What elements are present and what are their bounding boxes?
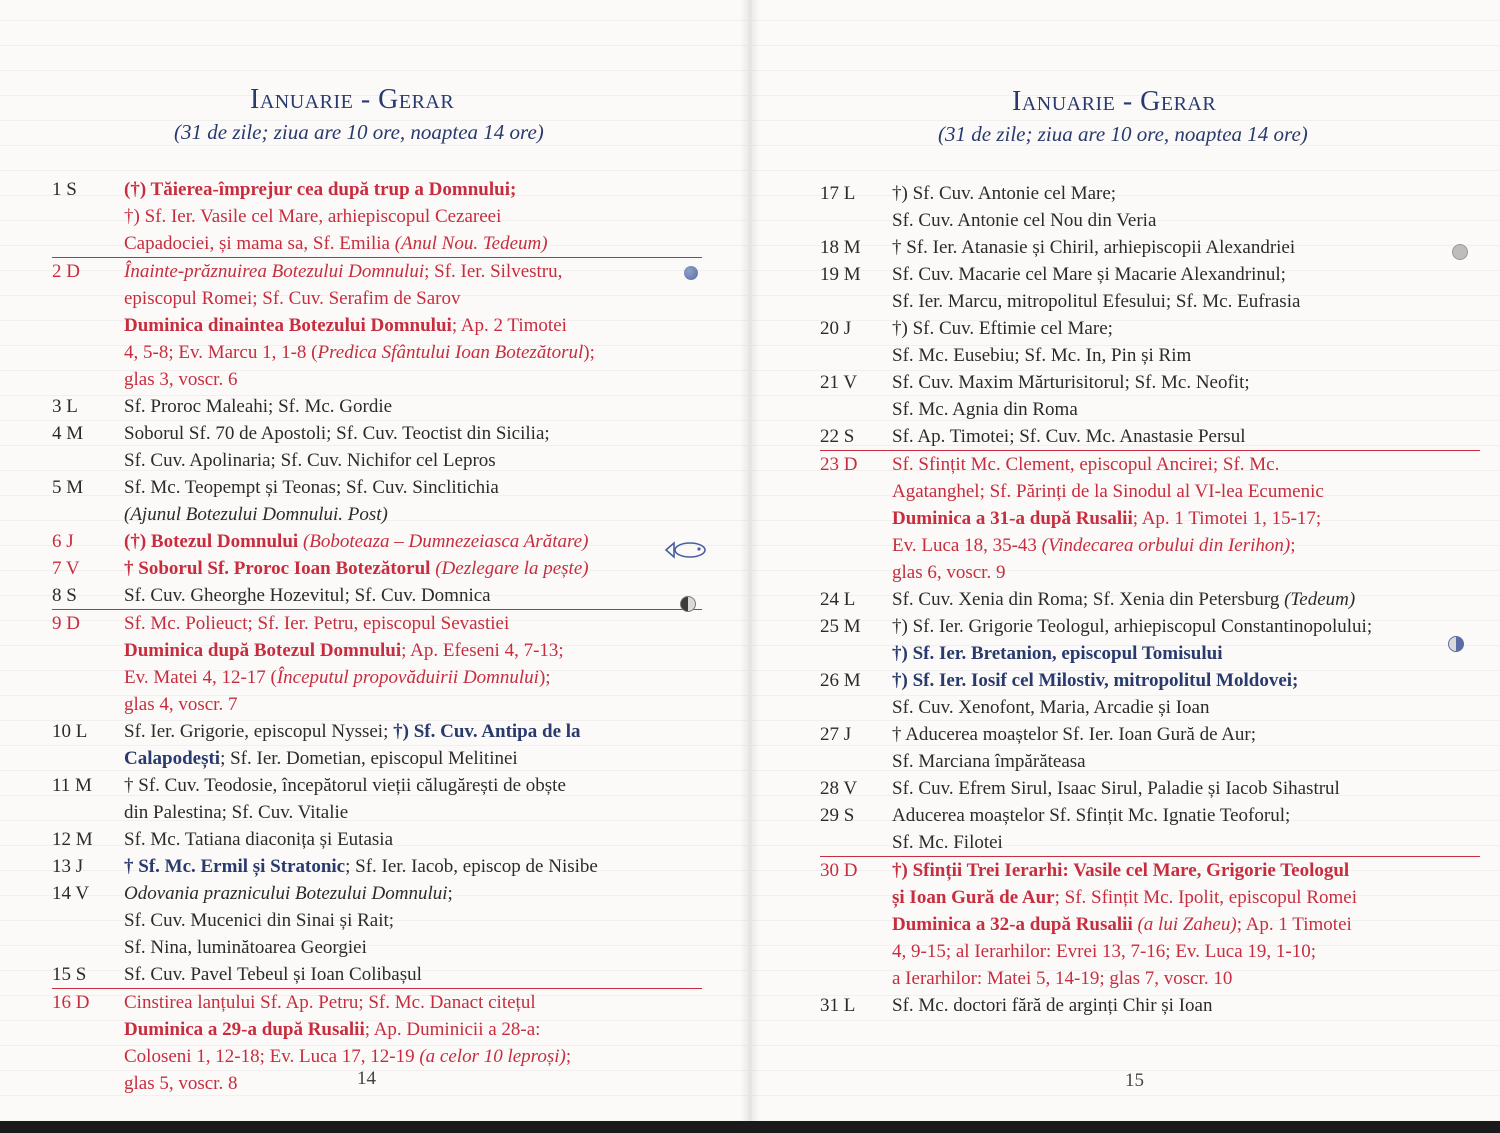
feast-name: Duminica dinaintea Botezului Domnului: [124, 315, 452, 336]
saint-text: Sf. Cuv. Antonie cel Nou din Veria: [892, 210, 1157, 231]
feast-note: Predica Sfântului Ioan Botezătorul: [317, 342, 584, 363]
saint-text: glas 6, voscr. 9: [892, 562, 1006, 583]
sunday-entry: [52, 609, 702, 718]
entry-line: [124, 501, 702, 528]
entry-line: [892, 315, 1480, 342]
entry-line: [124, 989, 702, 1016]
feast-note: Odovania praznicului Botezului Domnului: [124, 883, 448, 904]
day-label: 11 M: [52, 775, 92, 796]
fish-icon: [664, 540, 710, 560]
calendar-entries: [820, 180, 1480, 1019]
day-entry: [52, 582, 702, 609]
entry-line: [124, 555, 702, 582]
moon-phase-icon: [684, 266, 698, 280]
entry-line: [124, 610, 702, 637]
calendar-entries: [52, 176, 702, 1097]
entry-line: [124, 1070, 702, 1097]
entry-line: [124, 880, 702, 907]
month-subtitle: (31 de zile; ziua are 10 ore, noaptea 14 ore): [174, 120, 544, 144]
entry-line: [124, 826, 702, 853]
entry-line: [892, 694, 1480, 721]
day-label: 1 S: [52, 179, 77, 200]
saint-text: din Palestina; Sf. Cuv. Vitalie: [124, 802, 349, 823]
entry-line: [124, 853, 702, 880]
saint-text: Sf. Cuv. Maxim Mărturisitorul; Sf. Mc. Neofit;: [892, 372, 1250, 393]
entry-line: [124, 474, 702, 501]
feast-name: Duminica a 29-a după Rusalii: [124, 1019, 365, 1040]
entry-line: [892, 721, 1480, 748]
sunday-entry: [820, 856, 1480, 992]
day-entry: [820, 315, 1480, 369]
entry-line: [124, 582, 702, 609]
saint-text: Sf. Cuv. Efrem Sirul, Isaac Sirul, Paladie și Iacob Sihastrul: [892, 778, 1340, 799]
saint-text: Sf. Sfințit Mc. Clement, episcopul Ancirei; Sf. Mc.: [892, 454, 1280, 475]
page-number: 15: [1125, 1070, 1144, 1091]
day-entry: [52, 555, 702, 582]
entry-line: [124, 745, 702, 772]
day-entry: [52, 718, 702, 772]
entry-line: [124, 772, 702, 799]
entry-line: [124, 1043, 702, 1070]
day-entry: [52, 961, 702, 988]
saint-text: ; Ap. Duminicii a 28-a:: [364, 1019, 541, 1040]
feast-name: (†) Tăierea-împrejur cea după trup a Domnului;: [124, 179, 517, 200]
entry-line: [124, 907, 702, 934]
entry-line: [124, 258, 702, 285]
month-title: Ianuarie - Gerar: [250, 84, 455, 115]
day-label: 18 M: [820, 237, 861, 258]
saint-text: †) Sf. Ier. Vasile cel Mare, arhiepiscopul Cezareei: [124, 206, 502, 227]
moon-phase-icon: [680, 596, 696, 612]
feast-name: †) Sf. Ier. Iosif cel Milostiv, mitropolitul Moldovei;: [892, 670, 1299, 691]
moon-phase-icon: [1452, 244, 1468, 260]
saint-text: Soborul Sf. 70 de Apostoli; Sf. Cuv. Teoctist din Sicilia;: [124, 423, 550, 444]
saint-text: glas 4, voscr. 7: [124, 694, 238, 715]
feast-name: † Soborul Sf. Proroc Ioan Botezătorul: [124, 558, 436, 579]
entry-line: [892, 478, 1480, 505]
day-label: 20 J: [820, 318, 852, 339]
entry-line: [892, 451, 1480, 478]
saint-text: Sf. Cuv. Gheorghe Hozevitul; Sf. Cuv. Domnica: [124, 585, 491, 606]
day-label: 22 S: [820, 426, 855, 447]
feast-note: (Anul Nou. Tedeum): [394, 233, 548, 254]
feast-note: (Ajunul Botezului Domnului. Post): [124, 504, 388, 525]
saint-text: Sf. Cuv. Xenofont, Maria, Arcadie și Ioan: [892, 697, 1210, 718]
entry-line: [892, 667, 1480, 694]
day-label: 17 L: [820, 183, 856, 204]
saint-text: Sf. Ap. Timotei; Sf. Cuv. Mc. Anastasie Persul: [892, 426, 1246, 447]
saint-text: Sf. Marciana împărăteasa: [892, 751, 1086, 772]
day-label: 8 S: [52, 585, 77, 606]
entry-line: [892, 748, 1480, 775]
saint-text: Aducerea moaștelor Sf. Sfințit Mc. Ignatie Teoforul;: [892, 805, 1291, 826]
saint-text: ; Ap. 1 Timotei: [1236, 914, 1352, 935]
entry-line: [124, 393, 702, 420]
saint-text: Sf. Mc. Filotei: [892, 832, 1003, 853]
sunday-entry: [52, 988, 702, 1097]
saint-text: ;: [447, 883, 453, 904]
day-label: 7 V: [52, 558, 80, 579]
entry-line: [892, 369, 1480, 396]
day-label: 16 D: [52, 992, 90, 1013]
saint-text: Ev. Matei 4, 12-17 (: [124, 667, 277, 688]
day-entry: [52, 853, 702, 880]
day-label: 30 D: [820, 860, 858, 881]
day-entry: [820, 586, 1480, 613]
saint-text: ; Ap. Efeseni 4, 7-13;: [401, 640, 564, 661]
entry-line: [124, 339, 702, 366]
month-subtitle: (31 de zile; ziua are 10 ore, noaptea 14 ore): [938, 122, 1308, 146]
saint-text: Sf. Mc. Polieuct; Sf. Ier. Petru, episcopul Sevastiei: [124, 613, 510, 634]
saint-text: Agatanghel; Sf. Părinți de la Sinodul al VI-lea Ecumenic: [892, 481, 1324, 502]
saint-text: Cinstirea lanțului Sf. Ap. Petru; Sf. Mc. Danact citețul: [124, 992, 536, 1013]
day-label: 23 D: [820, 454, 858, 475]
day-label: 19 M: [820, 264, 861, 285]
entry-line: [892, 829, 1480, 856]
saint-text: );: [583, 342, 595, 363]
saint-text: Sf. Cuv. Pavel Tebeul și Ioan Colibașul: [124, 964, 422, 985]
day-entry: [820, 775, 1480, 802]
saint-text: Sf. Cuv. Macarie cel Mare și Macarie Alexandrinul;: [892, 264, 1286, 285]
saint-text: episcopul Romei; Sf. Cuv. Serafim de Sarov: [124, 288, 461, 309]
entry-line: [892, 992, 1480, 1019]
entry-line: [892, 965, 1480, 992]
day-entry: [820, 180, 1480, 234]
saint-text: a Ierarhilor: Matei 5, 14-19; glas 7, voscr. 10: [892, 968, 1233, 989]
feast-name: †) Sfinții Trei Ierarhi: Vasile cel Mare, Grigorie Teologul: [892, 860, 1350, 881]
feast-note: (Dezlegare la pește): [435, 558, 589, 579]
feast-name: și Ioan Gură de Aur: [892, 887, 1055, 908]
day-label: 9 D: [52, 613, 80, 634]
entry-line: [124, 203, 702, 230]
feast-name: (†) Botezul Domnului: [124, 531, 303, 552]
saint-text: ; Ap. 2 Timotei: [451, 315, 567, 336]
day-entry: [52, 474, 702, 528]
entry-line: [892, 613, 1480, 640]
day-entry: [52, 528, 702, 555]
day-label: 15 S: [52, 964, 87, 985]
saint-text: Sf. Nina, luminătoarea Georgiei: [124, 937, 367, 958]
day-entry: [820, 613, 1480, 667]
feast-note: (a lui Zaheu): [1137, 914, 1237, 935]
saint-text: Sf. Mc. Agnia din Roma: [892, 399, 1078, 420]
day-label: 10 L: [52, 721, 88, 742]
entry-line: [892, 802, 1480, 829]
day-entry: [820, 423, 1480, 450]
saint-text: Sf. Cuv. Xenia din Roma; Sf. Xenia din Petersburg: [892, 589, 1285, 610]
entry-line: [124, 637, 702, 664]
saint-text: Coloseni 1, 12-18; Ev. Luca 17, 12-19: [124, 1046, 420, 1067]
entry-line: [892, 559, 1480, 586]
feast-note: (Tedeum): [1284, 589, 1356, 610]
feast-note: (Boboteaza – Dumnezeiasca Arătare): [302, 531, 589, 552]
entry-line: [124, 312, 702, 339]
entry-line: [124, 230, 702, 257]
saint-text: Capadociei, și mama sa, Sf. Emilia: [124, 233, 395, 254]
day-label: 29 S: [820, 805, 855, 826]
sunday-entry: [52, 257, 702, 393]
feast-name: Duminica a 31-a după Rusalii: [892, 508, 1133, 529]
entry-line: [892, 775, 1480, 802]
entry-line: [892, 207, 1480, 234]
day-entry: [52, 176, 702, 257]
feast-name: † Sf. Mc. Ermil și Stratonic: [124, 856, 346, 877]
entry-line: [892, 640, 1480, 667]
day-entry: [820, 667, 1480, 721]
day-entry: [820, 234, 1480, 261]
day-entry: [820, 721, 1480, 775]
feast-note: (Vindecarea orbului din Ierihon): [1041, 535, 1291, 556]
saint-text: ; Sf. Ier. Silvestru,: [424, 261, 563, 282]
saint-text: Sf. Mc. Teopempt și Teonas; Sf. Cuv. Sinclitichia: [124, 477, 499, 498]
entry-line: [892, 911, 1480, 938]
entry-line: [892, 884, 1480, 911]
saint-text: Sf. Mc. Eusebiu; Sf. Mc. In, Pin și Rim: [892, 345, 1192, 366]
saint-text: Sf. Cuv. Mucenici din Sinai și Rait;: [124, 910, 395, 931]
saint-text: ;: [1290, 535, 1296, 556]
day-entry: [52, 772, 702, 826]
saint-text: Sf. Mc. Tatiana diaconița și Eutasia: [124, 829, 393, 850]
entry-line: [892, 261, 1480, 288]
saint-text: † Sf. Ier. Atanasie și Chiril, arhiepiscopii Alexandriei: [892, 237, 1296, 258]
entry-line: [124, 799, 702, 826]
feast-note: (a celor 10 leproși): [419, 1046, 566, 1067]
month-title: Ianuarie - Gerar: [1012, 86, 1217, 117]
saint-text: Sf. Cuv. Apolinaria; Sf. Cuv. Nichifor cel Lepros: [124, 450, 496, 471]
saint-text: glas 5, voscr. 8: [124, 1073, 238, 1094]
entry-line: [892, 586, 1480, 613]
day-entry: [52, 420, 702, 474]
entry-line: [124, 176, 702, 203]
day-label: 6 J: [52, 531, 74, 552]
saint-text: †) Sf. Cuv. Eftimie cel Mare;: [892, 318, 1113, 339]
saint-text: ; Sf. Sfințit Mc. Ipolit, episcopul Romei: [1054, 887, 1357, 908]
day-label: 28 V: [820, 778, 858, 799]
saint-text: †) Sf. Cuv. Antonie cel Mare;: [892, 183, 1117, 204]
entry-line: [124, 366, 702, 393]
day-entry: [820, 992, 1480, 1019]
day-label: 2 D: [52, 261, 80, 282]
day-entry: [820, 802, 1480, 856]
day-label: 24 L: [820, 589, 856, 610]
entry-line: [892, 532, 1480, 559]
book-gutter: [740, 0, 760, 1133]
feast-name: Duminica după Botezul Domnului: [124, 640, 402, 661]
saint-text: );: [538, 667, 551, 688]
entry-line: [124, 285, 702, 312]
day-label: 3 L: [52, 396, 78, 417]
saint-text: 4, 5-8; Ev. Marcu 1, 1-8 (: [124, 342, 318, 363]
entry-line: [124, 447, 702, 474]
right-page: [752, 0, 1500, 1120]
day-entry: [820, 369, 1480, 423]
entry-line: [892, 234, 1480, 261]
entry-line: [124, 934, 702, 961]
entry-line: [892, 857, 1480, 884]
entry-line: [124, 961, 702, 988]
entry-line: [892, 423, 1480, 450]
saint-text: †) Sf. Ier. Grigorie Teologul, arhiepiscopul Constantinopolului;: [892, 616, 1373, 637]
entry-line: [892, 396, 1480, 423]
day-entry: [52, 826, 702, 853]
saint-text: Sf. Ier. Marcu, mitropolitul Efesului; Sf. Mc. Eufrasia: [892, 291, 1301, 312]
saint-text: Sf. Mc. doctori fără de arginți Chir și Ioan: [892, 995, 1213, 1016]
entry-line: [124, 691, 702, 718]
entry-line: [124, 1016, 702, 1043]
day-label: 25 M: [820, 616, 861, 637]
saint-text: ; Sf. Ier. Iacob, episcop de Nisibe: [345, 856, 598, 877]
feast-name: †) Sf. Ier. Bretanion, episcopul Tomisului: [892, 643, 1223, 664]
saint-text: Sf. Ier. Grigorie, episcopul Nyssei;: [124, 721, 394, 742]
entry-line: [892, 938, 1480, 965]
day-entry: [52, 393, 702, 420]
feast-name: †) Sf. Cuv. Antipa de la: [393, 721, 581, 742]
entry-line: [124, 718, 702, 745]
day-label: 12 M: [52, 829, 93, 850]
moon-phase-icon: [1448, 636, 1464, 652]
saint-text: † Sf. Cuv. Teodosie, începătorul vieții călugărești de obște: [124, 775, 566, 796]
day-label: 21 V: [820, 372, 858, 393]
day-label: 27 J: [820, 724, 852, 745]
day-label: 5 M: [52, 477, 84, 498]
day-entry: [52, 880, 702, 961]
saint-text: glas 3, voscr. 6: [124, 369, 238, 390]
entry-line: [892, 342, 1480, 369]
saint-text: ; Ap. 1 Timotei 1, 15-17;: [1132, 508, 1322, 529]
entry-line: [124, 664, 702, 691]
day-label: 13 J: [52, 856, 84, 877]
page-number: 14: [357, 1068, 376, 1089]
saint-text: 4, 9-15; al Ierarhilor: Evrei 13, 7-16; Ev. Luca 19, 1-10;: [892, 941, 1317, 962]
feast-name: Duminica a 32-a după Rusalii: [892, 914, 1138, 935]
day-label: 31 L: [820, 995, 856, 1016]
entry-line: [892, 180, 1480, 207]
entry-line: [892, 505, 1480, 532]
entry-line: [124, 420, 702, 447]
day-label: 14 V: [52, 883, 90, 904]
saint-text: ;: [565, 1046, 572, 1067]
sunday-entry: [820, 450, 1480, 586]
left-page: [0, 0, 748, 1120]
scan-edge: [0, 1121, 1500, 1133]
saint-text: ; Sf. Ier. Dometian, episcopul Melitinei: [220, 748, 518, 769]
saint-text: Sf. Proroc Maleahi; Sf. Mc. Gordie: [124, 396, 393, 417]
saint-text: † Aducerea moaștelor Sf. Ier. Ioan Gură de Aur;: [892, 724, 1257, 745]
saint-text: Ev. Luca 18, 35-43: [892, 535, 1042, 556]
day-label: 26 M: [820, 670, 861, 691]
feast-name: Calapodești: [124, 748, 221, 769]
day-entry: [820, 261, 1480, 315]
day-label: 4 M: [52, 423, 84, 444]
entry-line: [124, 528, 702, 555]
feast-note: Înainte-prăznuirea Botezului Domnului: [124, 261, 425, 282]
feast-note: Începutul propovăduirii Domnului: [276, 667, 539, 688]
entry-line: [892, 288, 1480, 315]
